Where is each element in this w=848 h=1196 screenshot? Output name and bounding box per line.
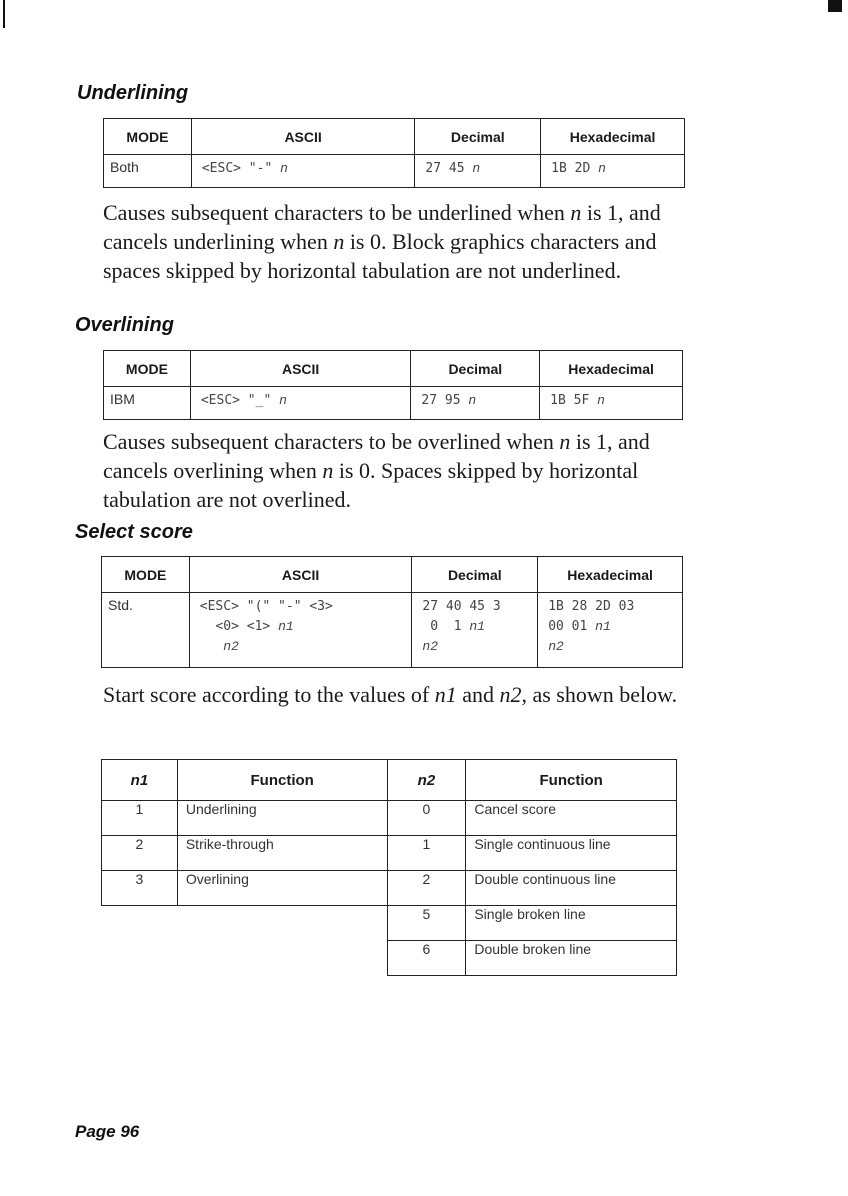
header-decimal: Decimal (415, 119, 541, 155)
text-run: is 0. Block graphics characters and spaces skipped by horizontal tabulation are not underlined. (103, 229, 657, 283)
decimal-param-n1: n1 (469, 619, 485, 634)
hex-line-1: 1B 28 2D 03 (548, 599, 635, 614)
ascii-code: <ESC> "-" (201, 161, 281, 176)
table-header-row (104, 119, 685, 155)
hex-line-3 (548, 637, 682, 657)
decimal-param-n2: n2 (422, 639, 438, 654)
heading-underlining: Underlining (77, 82, 189, 104)
underlining-description (103, 198, 703, 285)
ascii-line-3 (200, 637, 412, 657)
text-run: is 1, and cancels underlining when (103, 200, 661, 254)
header-n1: n1 (102, 760, 178, 801)
cell-function-2: Double continuous line (466, 871, 677, 906)
decimal-param: n (472, 161, 481, 176)
param-n: n (559, 429, 571, 454)
ascii-code: <ESC> "_" (200, 393, 280, 408)
ascii-param-n1: n1 (278, 619, 294, 634)
header-ascii: ASCII (191, 119, 415, 155)
select-score-description (103, 680, 703, 709)
decimal-line-3 (422, 637, 537, 657)
table-row (102, 836, 677, 871)
header-hexadecimal: Hexadecimal (538, 557, 683, 593)
cell-n2: 2 (387, 871, 466, 906)
cell-function-2: Double broken line (466, 941, 677, 976)
cell-function-1: Strike-through (177, 836, 387, 871)
ascii-line-2 (200, 617, 412, 637)
text-run: Causes subsequent characters to be overlined when (103, 429, 560, 454)
cell-function-1: Underlining (177, 801, 387, 836)
header-mode: MODE (104, 351, 191, 387)
table-row (102, 906, 677, 941)
cell-n1-empty (102, 906, 178, 941)
decimal-code: 27 95 (421, 393, 469, 408)
decimal-code: 0 1 (422, 619, 470, 634)
table-row (102, 941, 677, 976)
header-function-2: Function (466, 760, 677, 801)
cell-mode: IBM (104, 387, 191, 420)
cell-mode: Std. (102, 593, 190, 668)
header-mode: MODE (104, 119, 192, 155)
header-decimal: Decimal (411, 351, 540, 387)
cell-n1-empty (102, 941, 178, 976)
cell-ascii (190, 387, 411, 420)
param-n: n (333, 229, 345, 254)
cell-decimal (411, 387, 540, 420)
decimal-line-1: 27 40 45 3 (422, 599, 501, 614)
underlining-command-table (103, 118, 685, 188)
cell-function-1-empty (177, 906, 387, 941)
decimal-code: 27 45 (425, 161, 473, 176)
scan-edge-mark-left (3, 0, 5, 28)
cell-n2: 0 (387, 801, 466, 836)
ascii-line-1: <ESC> "(" "-" <3> (199, 599, 333, 614)
score-function-table (101, 759, 677, 976)
overlining-command-table (103, 350, 683, 420)
table-header-row (102, 557, 683, 593)
header-mode: MODE (102, 557, 190, 593)
hex-param-n2: n2 (548, 639, 564, 654)
header-hexadecimal: Hexadecimal (541, 119, 685, 155)
cell-mode: Both (104, 155, 192, 188)
header-ascii: ASCII (189, 557, 412, 593)
ascii-param: n (279, 393, 287, 408)
cell-function-1: Overlining (177, 871, 387, 906)
text-run: Causes subsequent characters to be underlined when (103, 200, 571, 225)
header-decimal: Decimal (412, 557, 538, 593)
decimal-line-2 (422, 617, 537, 637)
cell-n1: 2 (102, 836, 178, 871)
heading-overlining: Overlining (75, 314, 174, 336)
ascii-code: <0> <1> (215, 619, 279, 634)
header-function-1: Function (177, 760, 387, 801)
text-run: is 0. Spaces skipped by horizontal tabulation are not overlined. (103, 458, 639, 512)
cell-function-2: Single broken line (466, 906, 677, 941)
header-hexadecimal: Hexadecimal (540, 351, 683, 387)
cell-ascii (191, 155, 415, 188)
text-run: , as shown below. (521, 682, 678, 707)
cell-decimal (412, 593, 538, 668)
overlining-description (103, 427, 703, 514)
ascii-param: n (280, 161, 288, 176)
cell-hex (538, 593, 683, 668)
table-row (102, 593, 683, 668)
hex-param-n1: n1 (595, 619, 611, 634)
param-n: n (570, 200, 582, 225)
cell-n2: 1 (387, 836, 466, 871)
cell-n2: 6 (387, 941, 466, 976)
hex-code: 00 01 (548, 619, 596, 634)
param-n1: n1 (434, 682, 457, 707)
select-score-command-table (101, 556, 683, 668)
table-header-row (104, 351, 683, 387)
table-row (104, 387, 683, 420)
header-ascii: ASCII (190, 351, 411, 387)
cell-decimal (415, 155, 541, 188)
text-run: is 1, and cancels overlining when (103, 429, 650, 483)
cell-n1: 1 (102, 801, 178, 836)
table-header-row (102, 760, 677, 801)
cell-function-2: Single continuous line (466, 836, 677, 871)
text-run: Start score according to the values of (103, 682, 435, 707)
table-row (102, 871, 677, 906)
scan-edge-mark-right (828, 0, 842, 12)
hex-param: n (597, 393, 605, 408)
hex-line-2 (548, 617, 682, 637)
table-row (104, 155, 685, 188)
ascii-param-n2: n2 (223, 639, 239, 654)
cell-n1: 3 (102, 871, 178, 906)
cell-n2: 5 (387, 906, 466, 941)
decimal-param: n (468, 393, 477, 408)
cell-function-1-empty (177, 941, 387, 976)
param-n: n (322, 458, 334, 483)
cell-hex (540, 387, 683, 420)
header-n2: n2 (387, 760, 466, 801)
cell-ascii (189, 593, 412, 668)
hex-code: 1B 5F (550, 393, 598, 408)
text-run: and (456, 682, 500, 707)
param-n2: n2 (499, 682, 522, 707)
cell-hex (541, 155, 685, 188)
hex-code: 1B 2D (551, 161, 599, 176)
cell-function-2: Cancel score (466, 801, 677, 836)
page-number: Page 96 (75, 1122, 140, 1141)
table-row (102, 801, 677, 836)
heading-select-score: Select score (75, 521, 193, 543)
hex-param: n (598, 161, 606, 176)
